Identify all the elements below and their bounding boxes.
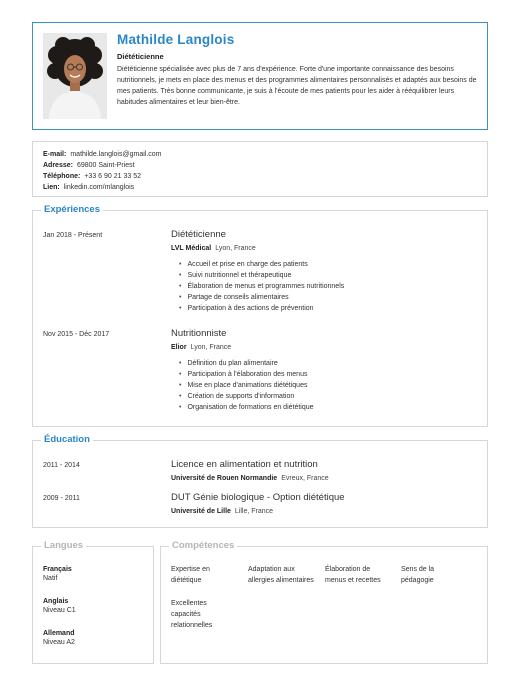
language-level: Niveau C1 [43, 607, 76, 615]
company-location: Lyon, France [215, 245, 256, 252]
task-item: • Organisation de formations en diététique [179, 402, 314, 413]
candidate-name: Mathilde Langlois [117, 32, 235, 47]
contact-section [32, 141, 488, 197]
experience-section [32, 204, 488, 427]
language-name: Anglais [43, 598, 69, 605]
education-title: Éducation [41, 434, 93, 447]
language-item [43, 597, 76, 616]
school-name: Université de Lille [171, 508, 231, 515]
task-item: • Élaboration de menus et programmes nutritionnels [179, 281, 344, 292]
profile-photo [43, 33, 107, 119]
task-item: • Partage de conseils alimentaires [179, 292, 344, 303]
task-item: • Mise en place d'animations diététiques [179, 380, 314, 391]
education-dates: 2011 - 2014 [43, 462, 80, 469]
skills-title: Compétences [169, 540, 237, 553]
task-item: • Participation à l'élaboration des menus [179, 369, 314, 380]
experience-tasks [179, 259, 344, 314]
address-label: Adresse: [43, 162, 73, 169]
company-location: Lyon, France [190, 344, 232, 351]
skill-item: Excellentes capacités relationnelles [171, 600, 213, 629]
language-name: Français [43, 566, 72, 573]
school-name: Université de Rouen Normandie [171, 475, 278, 482]
contact-link [43, 183, 134, 192]
task-item: • Accueil et prise en charge des patients [179, 259, 344, 270]
profile-summary: Diététicienne spécialisée avec plus de 7 ans d'expérience. Forte d'une importante connaissance des besoins nutritionnels, je mets en place des menus et des programmes alimentaires personnalisés et adaptés aux besoins de mes patients. Très bonne communicante, je suis à l'écoute de mes patients pour les aider à rééquilibrer leurs habitudes alimentaires et leur bien-être. [117, 66, 477, 106]
skill-item: Adaptation aux allergies alimentaires [248, 566, 314, 584]
experience-role: Diététicienne [171, 229, 226, 240]
link-label: Lien: [43, 184, 60, 191]
education-school [171, 507, 273, 516]
education-section [32, 434, 488, 528]
language-item [43, 565, 72, 584]
language-level: Niveau A2 [43, 639, 75, 647]
phone-label: Téléphone: [43, 173, 81, 180]
school-location: Evreux, France [281, 475, 329, 482]
experience-role: Nutritionniste [171, 328, 227, 339]
skill-item: Expertise en diététique [171, 566, 210, 584]
task-item: • Définition du plan alimentaire [179, 358, 314, 369]
phone-value[interactable]: +33 6 90 21 33 52 [84, 173, 141, 180]
email-label: E-mail: [43, 151, 67, 158]
education-school [171, 474, 329, 483]
education-degree: Licence en alimentation et nutrition [171, 459, 318, 470]
experience-title: Expériences [41, 204, 103, 217]
skill-item: Sens de la pédagogie [401, 566, 435, 584]
experience-dates: Nov 2015 - Déc 2017 [43, 331, 110, 338]
education-dates: 2009 - 2011 [43, 495, 80, 502]
task-item: • Suivi nutritionnel et thérapeutique [179, 270, 344, 281]
language-item [43, 629, 75, 648]
contact-address [43, 161, 135, 170]
profile-header [32, 22, 488, 130]
company-name: Elior [171, 344, 187, 351]
email-value[interactable]: mathilde.langlois@gmail.com [70, 151, 162, 158]
skill-item: Élaboration de menus et recettes [325, 566, 381, 584]
language-name: Allemand [43, 630, 75, 637]
languages-title: Langues [41, 540, 86, 553]
language-level: Natif [43, 575, 58, 583]
skills-section [160, 540, 488, 664]
task-item: • Participation à des actions de prévention [179, 303, 344, 314]
job-title: Diététicienne [117, 52, 164, 61]
education-degree: DUT Génie biologique - Option diététique [171, 492, 345, 503]
experience-company [171, 343, 231, 352]
link-value[interactable]: linkedin.com/mlanglois [63, 184, 135, 191]
experience-tasks [179, 358, 314, 413]
address-value: 69800 Saint-Priest [76, 162, 135, 169]
languages-section [32, 540, 154, 664]
company-name: LVL Médical [171, 245, 212, 252]
contact-phone [43, 172, 141, 181]
school-location: Lille, France [234, 508, 274, 515]
experience-company [171, 244, 256, 253]
contact-email [43, 150, 162, 159]
task-item: • Création de supports d'information [179, 391, 314, 402]
avatar-illustration [43, 33, 107, 119]
experience-dates: Jan 2018 - Présent [43, 232, 103, 239]
